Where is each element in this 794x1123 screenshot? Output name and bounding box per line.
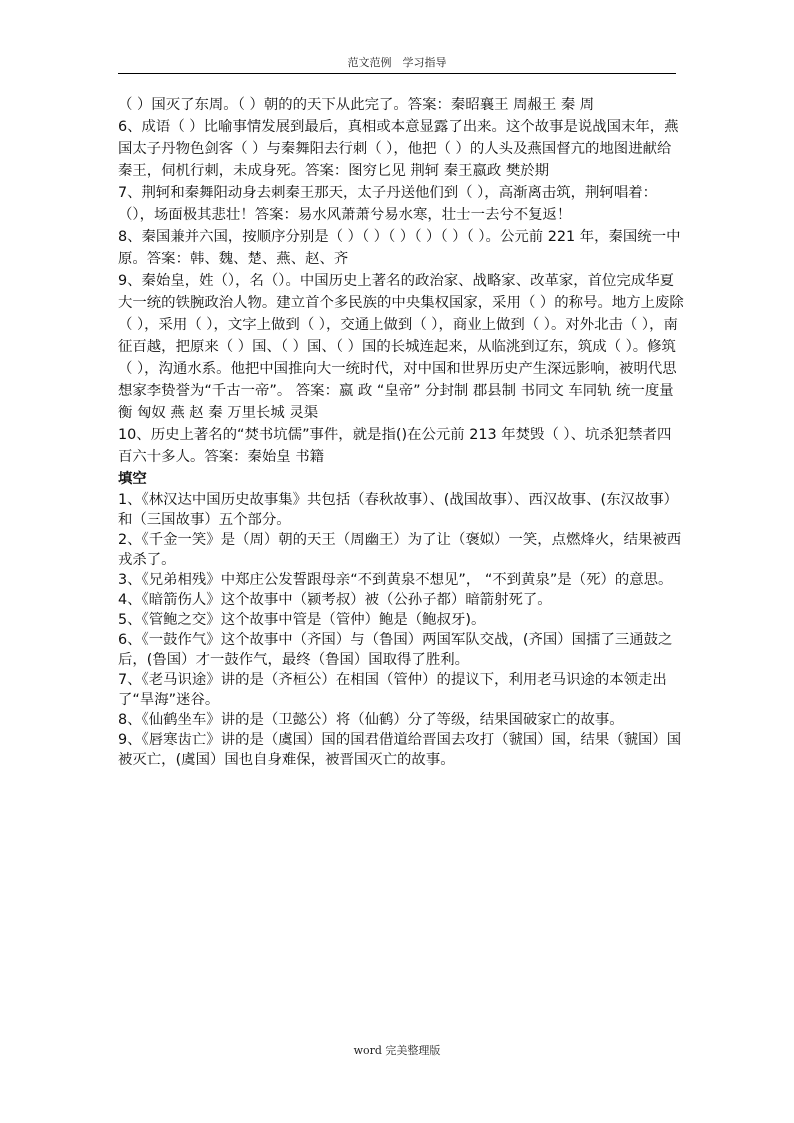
fill-item-5: 5、《管鲍之交》这个故事中管是（管仲）鲍是（鲍叔牙)。: [118, 612, 486, 628]
question-7: 7、荆轲和秦舞阳动身去刺秦王那天，太子丹送他们到（ ），高渐离击筑，荆轲唱着：（），场面极其悲壮！答案：易水风萧萧兮易水寒，壮士一去兮不复返！: [118, 185, 657, 223]
page-footer: word 完美整理版: [353, 1044, 441, 1057]
fill-item-4: 4、《暗箭伤人》这个故事中（颍考叔）被（公孙子都）暗箭射死了。: [118, 592, 552, 608]
fill-item-7: 7、《老马识途》讲的是（齐桓公）在相国（管仲）的提议下，利用老马识途的本领走出了“旱海”迷谷。: [118, 672, 667, 708]
fill-item-2: 2、《千金一笑》是（周）朝的天王（周幽王）为了让（褒姒）一笑，点燃烽火，结果被西戎杀了。: [118, 532, 682, 568]
page-header: 范文范例 学习指导: [347, 56, 447, 69]
question-9: 9、秦始皇，姓（），名（）。中国历史上著名的政治家、战略家、改革家，首位完成华夏大一统的铁腕政治人物。建立首个多民族的中央集权国家，采用（ ）的称号。地方上废除（ ），采用（ ），文字上做到（ ），交通上做到（ ），商业上做到（ ）。对外北击（ ），南征百越，把原来（ ）国、（ ）国、（ ）国的长城连起来，从临洮到辽东，筑成（ ）。修筑（ ），沟通水系。他把中国推向大一统时代，对中国和世界历史产生深远影响，被明代思想家李贽誉为“千古一帝”。 答案：嬴 政 “皇帝” 分封制 郡县制 书同文 车同轨 统一度量衡 匈奴 燕 赵 秦 万里长城 灵渠: [118, 273, 684, 421]
fill-item-1: 1、《林汉达中国历史故事集》共包括（春秋故事）、(战国故事）、西汉故事、(东汉故事）和（三国故事）五个部分。: [118, 492, 679, 528]
question-5-continuation: （ ）国灭了东周。（ ）朝的的天下从此完了。答案：秦昭襄王 周赧王 秦 周: [118, 97, 595, 113]
question-10: 10、历史上著名的“焚书坑儒”事件，就是指()在公元前 213 年焚毁（ ）、坑杀犯禁者四百六十多人。答案：秦始皇 书籍: [118, 427, 672, 465]
fill-section-title: 填空: [118, 471, 147, 487]
question-8: 8、秦国兼并六国，按顺序分别是（ ）（ ）（ ）（ ）（ ）（ ）。公元前 221 年，秦国统一中原。答案：韩、魏、楚、燕、赵、齐: [118, 229, 681, 267]
fill-item-9: 9、《唇寒齿亡》讲的是（虞国）国的国君借道给晋国去攻打（虢国）国，结果（虢国）国被灭亡，(虞国）国也自身难保，被晋国灭亡的故事。: [118, 732, 682, 768]
fill-item-6: 6、《一鼓作气》这个故事中（齐国）与（鲁国）两国军队交战，(齐国）国擂了三通鼓之后，(鲁国）才一鼓作气，最终（鲁国）国取得了胜利。: [118, 632, 673, 668]
fill-item-8: 8、《仙鹤坐车》讲的是（卫懿公）将（仙鹤）分了等级，结果国破家亡的故事。: [118, 712, 624, 728]
fill-item-3: 3、《兄弟相残》中郑庄公发誓跟母亲“不到黄泉不想见”， “不到黄泉”是（死）的意思。: [118, 572, 673, 588]
question-6: 6、成语（ ）比喻事情发展到最后，真相或本意显露了出来。这个故事是说战国末年，燕国太子丹物色剑客（ ）与秦舞阳去行刺（ ），他把（ ）的人头及燕国督亢的地图进献给秦王，伺机行刺，未成身死。答案：图穷匕见 荆轲 秦王嬴政 樊於期: [118, 119, 679, 179]
document-body: [118, 94, 684, 770]
header-rule: [118, 73, 676, 74]
